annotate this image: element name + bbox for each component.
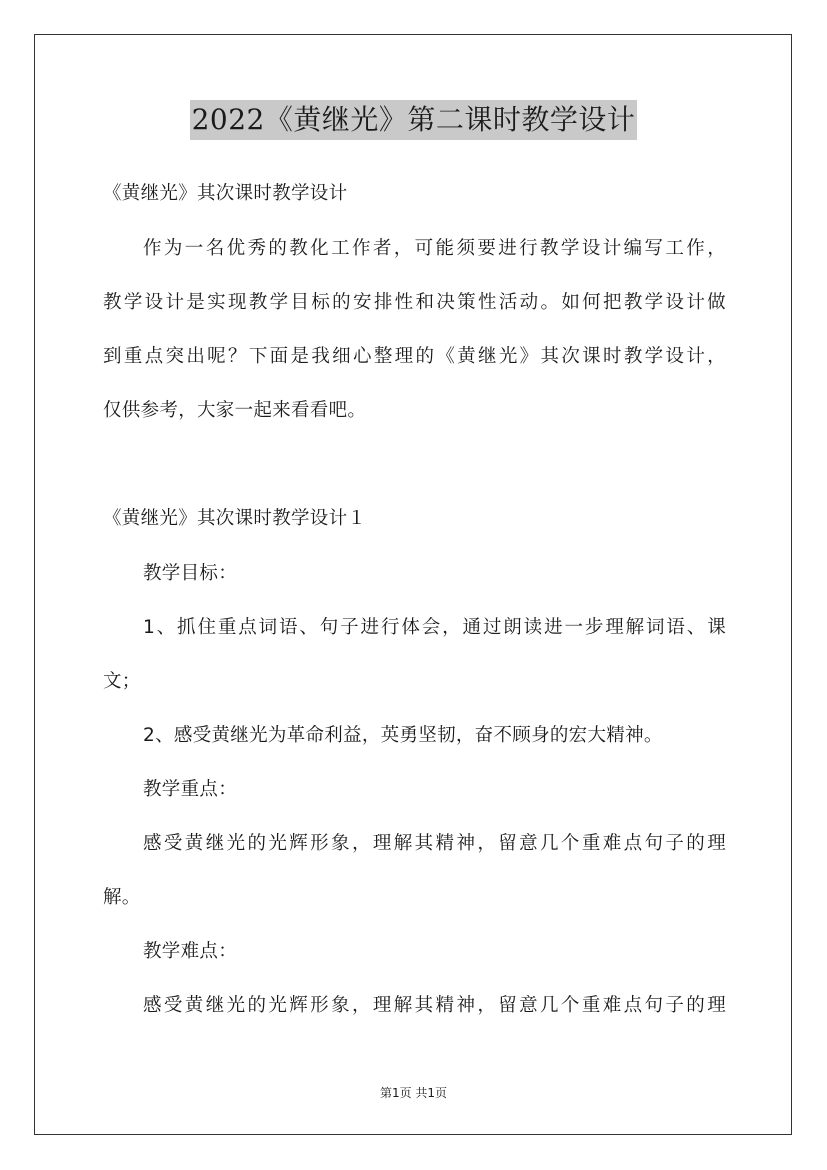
paragraph-line: 作为一名优秀的教化工作者，可能须要进行教学设计编写工作， bbox=[143, 238, 726, 259]
paragraph-line: 感受黄继光的光辉形象，理解其精神，留意几个重难点句子的理 bbox=[143, 995, 726, 1016]
subheading-objectives: 教学目标： bbox=[143, 563, 238, 584]
list-item: 1、抓住重点词语、句子进行体会，通过朗读进一步理解词语、课 bbox=[143, 617, 726, 638]
page-footer: 第1页 共1页 bbox=[379, 1086, 448, 1100]
section-heading: 《黄继光》其次课时教学设计 bbox=[103, 183, 348, 204]
paragraph-line: 到重点突出呢？下面是我细心整理的《黄继光》其次课时教学设计， bbox=[103, 346, 726, 367]
document-title: 2022《黄继光》第二课时教学设计 bbox=[190, 100, 638, 140]
paragraph-line: 感受黄继光的光辉形象，理解其精神，留意几个重难点句子的理 bbox=[143, 833, 726, 854]
list-item: 2、感受黄继光为革命利益，英勇坚韧，奋不顾身的宏大精神。 bbox=[143, 725, 663, 746]
list-item-continuation: 文； bbox=[103, 671, 141, 692]
section-heading: 《黄继光》其次课时教学设计１ bbox=[103, 508, 367, 529]
subheading-key-points: 教学重点： bbox=[143, 779, 238, 800]
paragraph-line: 解。 bbox=[103, 887, 141, 908]
subheading-difficulties: 教学难点： bbox=[143, 941, 238, 962]
paragraph-line: 教学设计是实现教学目标的安排性和决策性活动。如何把教学设计做 bbox=[103, 292, 726, 313]
paragraph-line: 仅供参考，大家一起来看看吧。 bbox=[103, 400, 367, 421]
title-container bbox=[0, 100, 827, 140]
